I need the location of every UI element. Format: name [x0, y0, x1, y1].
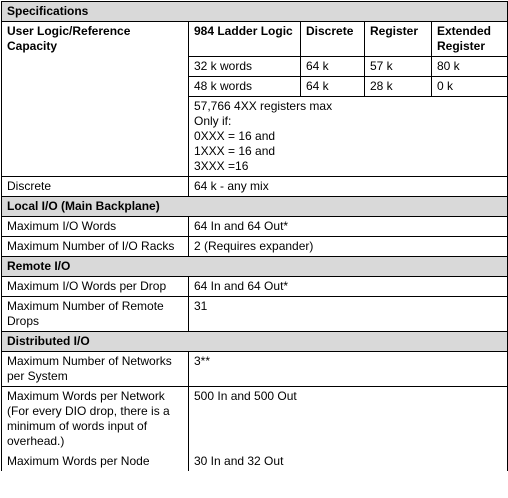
cell-discrete: 64 k [301, 77, 365, 97]
networks-value: 3** [189, 352, 508, 387]
remote-io-words-per-drop-row [2, 277, 508, 297]
max-io-words-value: 64 In and 64 Out* [189, 217, 508, 237]
distributed-io-heading-row [2, 332, 508, 352]
words-per-node-label: Maximum Words per Node [7, 454, 150, 468]
section-heading-remote-io: Remote I/O [2, 257, 508, 277]
cell-extended-register: 80 k [432, 57, 508, 77]
note-line: Only if: [194, 114, 232, 128]
words-per-network-value: 500 In and 500 Out [194, 389, 297, 403]
remote-io-drops-row [2, 297, 508, 332]
words-per-network-label [2, 387, 189, 472]
cell-register: 28 k [365, 77, 432, 97]
local-io-max-words-row [2, 217, 508, 237]
remote-drops-value: 31 [189, 297, 508, 332]
cell-extended-register: 0 k [432, 77, 508, 97]
cell-register: 57 k [365, 57, 432, 77]
discrete-row [2, 177, 508, 197]
words-per-node-value: 30 In and 32 Out [194, 454, 284, 468]
col-header-register: Register [365, 22, 432, 57]
words-per-network-text: Maximum Words per Network (For every DIO drop, there is a minimum of words input of overhead.) [7, 389, 170, 448]
distributed-io-networks-row [2, 352, 508, 387]
specifications-table [1, 1, 508, 471]
distributed-io-words-row [2, 387, 508, 472]
local-io-max-racks-row [2, 237, 508, 257]
table-title: Specifications [2, 2, 508, 22]
col-header-extended-register: Extended Register [432, 22, 508, 57]
note-line: 0XXX = 16 and [194, 129, 276, 143]
section-heading-distributed-io: Distributed I/O [2, 332, 508, 352]
cell-ladder-logic: 48 k words [189, 77, 301, 97]
note-line: 3XXX =16 [194, 159, 249, 173]
remote-drops-label: Maximum Number of Remote Drops [2, 297, 189, 332]
networks-label: Maximum Number of Networks per System [2, 352, 189, 387]
cell-ladder-logic: 32 k words [189, 57, 301, 77]
local-io-heading-row [2, 197, 508, 217]
user-logic-label: User Logic/Reference Capacity [2, 22, 189, 177]
max-io-racks-value: 2 (Requires expander) [189, 237, 508, 257]
words-per-drop-label: Maximum I/O Words per Drop [2, 277, 189, 297]
discrete-label: Discrete [2, 177, 189, 197]
cell-discrete: 64 k [301, 57, 365, 77]
title-row [2, 2, 508, 22]
max-io-words-label: Maximum I/O Words [2, 217, 189, 237]
note-line: 57,766 4XX registers max [194, 99, 333, 113]
words-per-network-value-cell [189, 387, 508, 472]
words-per-drop-value: 64 In and 64 Out* [189, 277, 508, 297]
discrete-value: 64 k - any mix [189, 177, 508, 197]
col-header-discrete: Discrete [301, 22, 365, 57]
user-logic-header-row [2, 22, 508, 57]
col-header-984-ladder-logic: 984 Ladder Logic [189, 22, 301, 57]
note-line: 1XXX = 16 and [194, 144, 276, 158]
max-io-racks-label: Maximum Number of I/O Racks [2, 237, 189, 257]
register-note [189, 97, 508, 177]
remote-io-heading-row [2, 257, 508, 277]
section-heading-local-io: Local I/O (Main Backplane) [2, 197, 508, 217]
